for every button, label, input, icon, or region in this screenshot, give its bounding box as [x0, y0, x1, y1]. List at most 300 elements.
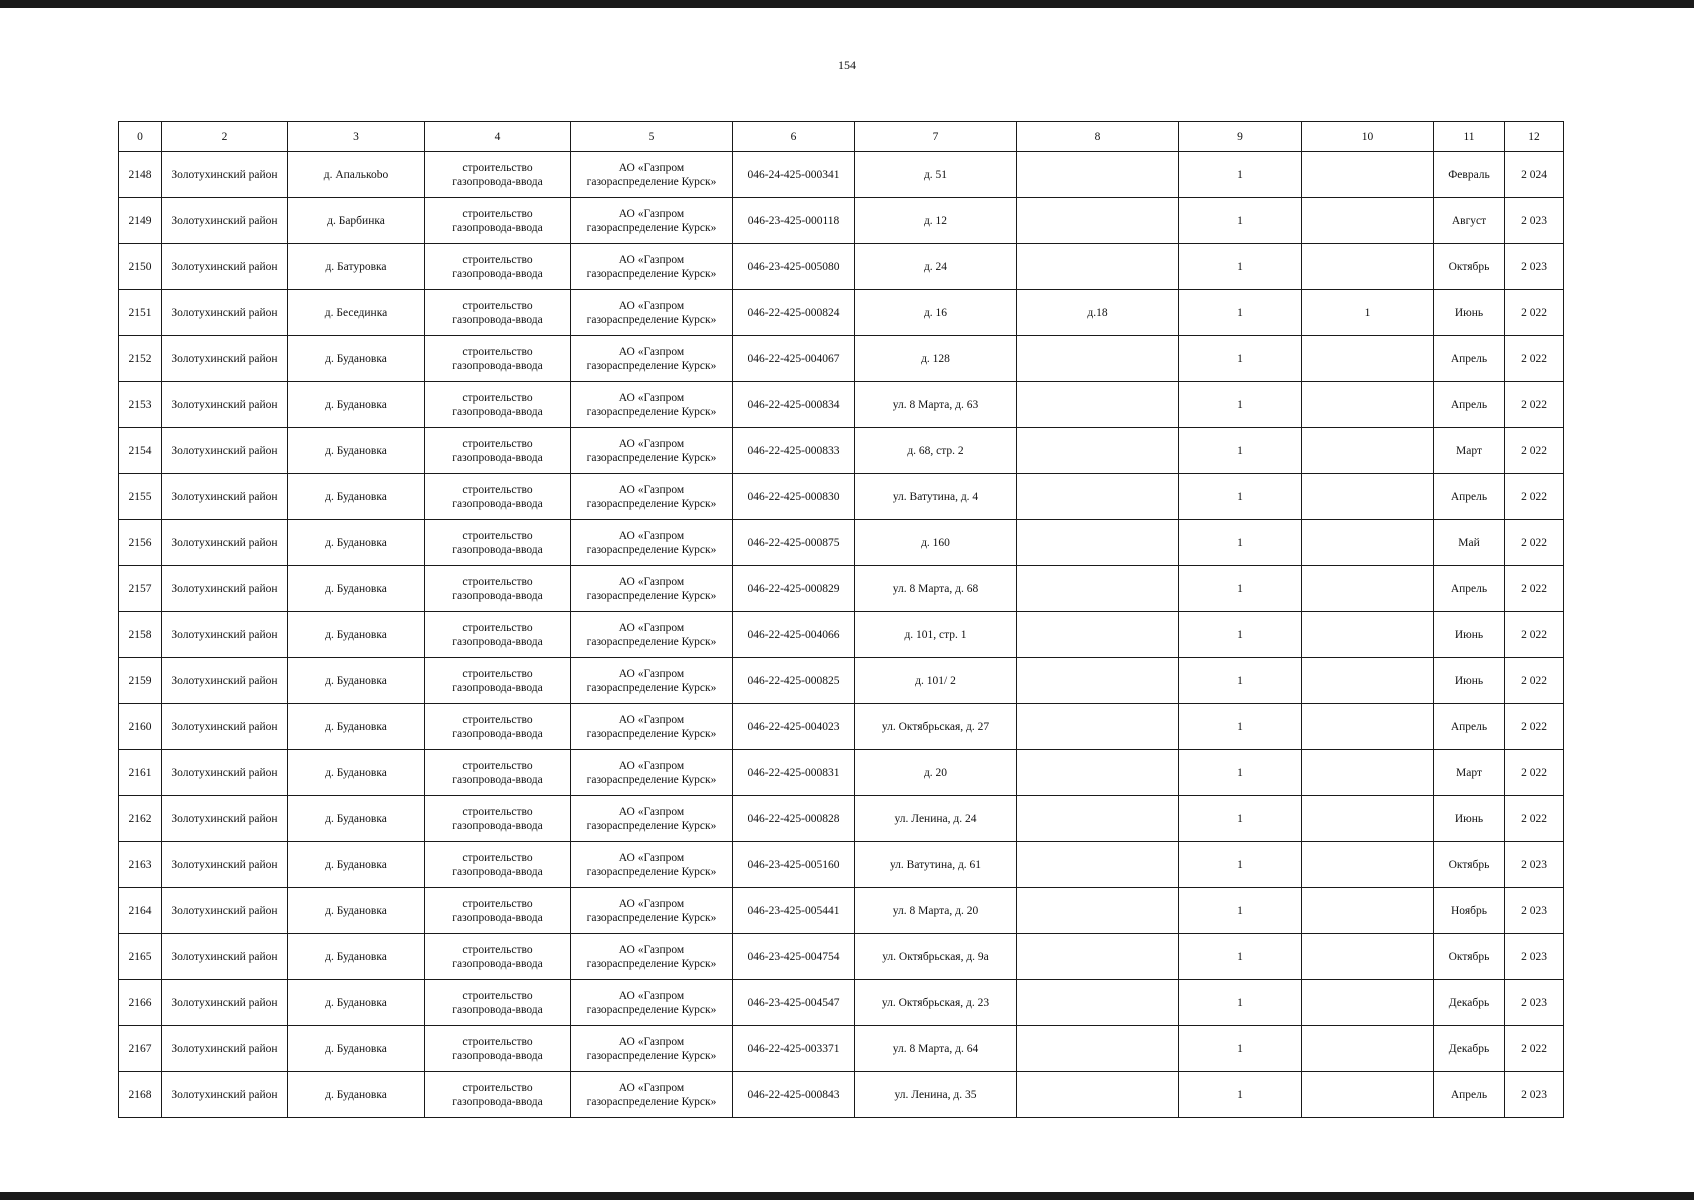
work-type-line-2: газопровода-ввода — [452, 773, 543, 786]
object-code-cell: 046-22-425-000829 — [733, 566, 855, 612]
organization-cell — [571, 842, 733, 888]
column-10-cell — [1302, 198, 1434, 244]
address-cell: д. 68, стр. 2 — [855, 428, 1017, 474]
header-cell: 3 — [288, 122, 425, 152]
header-cell: 0 — [119, 122, 162, 152]
row-number-cell: 2148 — [119, 152, 162, 198]
work-type-line-1: строительство — [462, 621, 533, 634]
column-9-cell: 1 — [1179, 198, 1302, 244]
work-type-line-2: газопровода-ввода — [452, 267, 543, 280]
column-10-cell — [1302, 1072, 1434, 1118]
work-type-line-1: строительство — [462, 483, 533, 496]
object-code-cell: 046-22-425-003371 — [733, 1026, 855, 1072]
month-cell: Апрель — [1434, 566, 1505, 612]
row-number-cell: 2162 — [119, 796, 162, 842]
column-8-cell: д.18 — [1017, 290, 1179, 336]
column-8-cell — [1017, 1026, 1179, 1072]
region-cell: Золотухинский район — [162, 474, 288, 520]
header-row — [119, 122, 1564, 152]
column-9-cell: 1 — [1179, 934, 1302, 980]
object-code-cell: 046-22-425-000833 — [733, 428, 855, 474]
column-9-cell: 1 — [1179, 428, 1302, 474]
year-cell: 2 023 — [1505, 198, 1564, 244]
organization-cell — [571, 152, 733, 198]
organization-line-1: АО «Газпром — [618, 253, 685, 266]
organization-cell — [571, 428, 733, 474]
organization-line-1: АО «Газпром — [618, 1035, 685, 1048]
organization-line-1: АО «Газпром — [618, 851, 685, 864]
organization-cell — [571, 658, 733, 704]
work-type-line-1: строительство — [462, 667, 533, 680]
column-10-cell — [1302, 244, 1434, 290]
organization-line-2: газораспределение Курск» — [586, 267, 717, 280]
row-number-cell: 2149 — [119, 198, 162, 244]
organization-line-1: АО «Газпром — [618, 621, 685, 634]
object-code-cell: 046-23-425-005160 — [733, 842, 855, 888]
month-cell: Август — [1434, 198, 1505, 244]
column-9-cell: 1 — [1179, 152, 1302, 198]
organization-cell — [571, 796, 733, 842]
year-cell: 2 023 — [1505, 842, 1564, 888]
organization-line-2: газораспределение Курск» — [586, 727, 717, 740]
work-type-line-2: газопровода-ввода — [452, 635, 543, 648]
work-type-line-2: газопровода-ввода — [452, 175, 543, 188]
organization-line-2: газораспределение Курск» — [586, 681, 717, 694]
work-type-line-1: строительство — [462, 529, 533, 542]
object-code-cell: 046-22-425-000824 — [733, 290, 855, 336]
work-type-line-1: строительство — [462, 759, 533, 772]
organization-line-1: АО «Газпром — [618, 437, 685, 450]
work-type-line-1: строительство — [462, 1035, 533, 1048]
work-type-cell — [425, 520, 571, 566]
month-cell: Март — [1434, 750, 1505, 796]
organization-cell — [571, 980, 733, 1026]
region-cell: Золотухинский район — [162, 152, 288, 198]
column-9-cell: 1 — [1179, 980, 1302, 1026]
year-cell: 2 022 — [1505, 658, 1564, 704]
work-type-line-2: газопровода-ввода — [452, 543, 543, 556]
column-8-cell — [1017, 658, 1179, 704]
work-type-line-2: газопровода-ввода — [452, 1049, 543, 1062]
column-10-cell — [1302, 382, 1434, 428]
object-code-cell: 046-23-425-005441 — [733, 888, 855, 934]
work-type-line-2: газопровода-ввода — [452, 497, 543, 510]
work-type-line-2: газопровода-ввода — [452, 589, 543, 602]
year-cell: 2 022 — [1505, 566, 1564, 612]
column-8-cell — [1017, 934, 1179, 980]
work-type-line-1: строительство — [462, 345, 533, 358]
region-cell: Золотухинский район — [162, 382, 288, 428]
address-cell: д. 128 — [855, 336, 1017, 382]
organization-cell — [571, 336, 733, 382]
table-row — [119, 428, 1564, 474]
row-number-cell: 2167 — [119, 1026, 162, 1072]
organization-line-2: газораспределение Курск» — [586, 1095, 717, 1108]
region-cell: Золотухинский район — [162, 244, 288, 290]
year-cell: 2 023 — [1505, 244, 1564, 290]
table-body — [119, 152, 1564, 1118]
region-cell: Золотухинский район — [162, 1072, 288, 1118]
column-8-cell — [1017, 428, 1179, 474]
organization-line-1: АО «Газпром — [618, 667, 685, 680]
row-number-cell: 2161 — [119, 750, 162, 796]
year-cell: 2 022 — [1505, 612, 1564, 658]
column-10-cell — [1302, 750, 1434, 796]
column-10-cell — [1302, 888, 1434, 934]
month-cell: Апрель — [1434, 382, 1505, 428]
header-cell: 8 — [1017, 122, 1179, 152]
header-cell: 10 — [1302, 122, 1434, 152]
address-cell: д. 160 — [855, 520, 1017, 566]
organization-line-2: газораспределение Курск» — [586, 773, 717, 786]
row-number-cell: 2154 — [119, 428, 162, 474]
region-cell: Золотухинский район — [162, 198, 288, 244]
column-8-cell — [1017, 566, 1179, 612]
organization-line-1: АО «Газпром — [618, 575, 685, 588]
header-cell: 7 — [855, 122, 1017, 152]
region-cell: Золотухинский район — [162, 704, 288, 750]
work-type-line-1: строительство — [462, 437, 533, 450]
month-cell: Апрель — [1434, 1072, 1505, 1118]
month-cell: Октябрь — [1434, 934, 1505, 980]
organization-line-2: газораспределение Курск» — [586, 497, 717, 510]
year-cell: 2 022 — [1505, 520, 1564, 566]
column-8-cell — [1017, 980, 1179, 1026]
column-9-cell: 1 — [1179, 520, 1302, 566]
table-row — [119, 1026, 1564, 1072]
address-cell: ул. Октябрьская, д. 23 — [855, 980, 1017, 1026]
organization-cell — [571, 290, 733, 336]
year-cell: 2 022 — [1505, 474, 1564, 520]
row-number-cell: 2155 — [119, 474, 162, 520]
year-cell: 2 022 — [1505, 796, 1564, 842]
work-type-cell — [425, 566, 571, 612]
region-cell: Золотухинский район — [162, 1026, 288, 1072]
work-type-cell — [425, 750, 571, 796]
organization-cell — [571, 888, 733, 934]
settlement-cell: д. Барбинка — [288, 198, 425, 244]
table-row — [119, 566, 1564, 612]
object-code-cell: 046-22-425-000875 — [733, 520, 855, 566]
address-cell: ул. Октябрьская, д. 27 — [855, 704, 1017, 750]
column-9-cell: 1 — [1179, 842, 1302, 888]
table-row — [119, 382, 1564, 428]
object-code-cell: 046-22-425-000825 — [733, 658, 855, 704]
column-10-cell — [1302, 566, 1434, 612]
column-8-cell — [1017, 888, 1179, 934]
row-number-cell: 2153 — [119, 382, 162, 428]
settlement-cell: д. Будановка — [288, 1072, 425, 1118]
organization-line-1: АО «Газпром — [618, 483, 685, 496]
object-code-cell: 046-23-425-005080 — [733, 244, 855, 290]
column-8-cell — [1017, 198, 1179, 244]
organization-cell — [571, 520, 733, 566]
work-type-line-1: строительство — [462, 575, 533, 588]
work-type-line-2: газопровода-ввода — [452, 911, 543, 924]
address-cell: д. 16 — [855, 290, 1017, 336]
column-8-cell — [1017, 1072, 1179, 1118]
organization-line-1: АО «Газпром — [618, 161, 685, 174]
month-cell: Декабрь — [1434, 1026, 1505, 1072]
work-type-cell — [425, 428, 571, 474]
address-cell: ул. 8 Марта, д. 63 — [855, 382, 1017, 428]
region-cell: Золотухинский район — [162, 796, 288, 842]
column-9-cell: 1 — [1179, 1072, 1302, 1118]
work-type-line-1: строительство — [462, 897, 533, 910]
organization-line-2: газораспределение Курск» — [586, 911, 717, 924]
month-cell: Февраль — [1434, 152, 1505, 198]
work-type-cell — [425, 474, 571, 520]
column-10-cell — [1302, 1026, 1434, 1072]
object-code-cell: 046-23-425-004754 — [733, 934, 855, 980]
column-10-cell — [1302, 704, 1434, 750]
year-cell: 2 024 — [1505, 152, 1564, 198]
object-code-cell: 046-22-425-000830 — [733, 474, 855, 520]
work-type-cell — [425, 198, 571, 244]
column-10-cell — [1302, 980, 1434, 1026]
column-9-cell: 1 — [1179, 658, 1302, 704]
work-type-cell — [425, 704, 571, 750]
table-row — [119, 704, 1564, 750]
work-type-cell — [425, 1026, 571, 1072]
work-type-line-1: строительство — [462, 1081, 533, 1094]
work-type-line-1: строительство — [462, 851, 533, 864]
organization-line-1: АО «Газпром — [618, 943, 685, 956]
year-cell: 2 023 — [1505, 980, 1564, 1026]
table-row — [119, 612, 1564, 658]
column-8-cell — [1017, 842, 1179, 888]
table-row — [119, 796, 1564, 842]
work-type-cell — [425, 382, 571, 428]
settlement-cell: д. Будановка — [288, 934, 425, 980]
work-type-line-2: газопровода-ввода — [452, 681, 543, 694]
header-cell: 4 — [425, 122, 571, 152]
region-cell: Золотухинский район — [162, 658, 288, 704]
settlement-cell: д. Будановка — [288, 474, 425, 520]
work-type-line-1: строительство — [462, 943, 533, 956]
settlement-cell: д. Будановка — [288, 382, 425, 428]
organization-cell — [571, 1026, 733, 1072]
column-8-cell — [1017, 796, 1179, 842]
organization-cell — [571, 612, 733, 658]
table-row — [119, 658, 1564, 704]
year-cell: 2 023 — [1505, 1072, 1564, 1118]
column-8-cell — [1017, 244, 1179, 290]
organization-cell — [571, 750, 733, 796]
table-row — [119, 1072, 1564, 1118]
address-cell: ул. 8 Марта, д. 20 — [855, 888, 1017, 934]
month-cell: Май — [1434, 520, 1505, 566]
table-row — [119, 980, 1564, 1026]
header-cell: 11 — [1434, 122, 1505, 152]
address-cell: ул. Ленина, д. 24 — [855, 796, 1017, 842]
settlement-cell: д. Апалькоbo — [288, 152, 425, 198]
settlement-cell: д. Будановка — [288, 796, 425, 842]
year-cell: 2 022 — [1505, 290, 1564, 336]
organization-cell — [571, 934, 733, 980]
region-cell: Золотухинский район — [162, 750, 288, 796]
object-code-cell: 046-23-425-004547 — [733, 980, 855, 1026]
work-type-cell — [425, 290, 571, 336]
column-9-cell: 1 — [1179, 888, 1302, 934]
address-cell: д. 20 — [855, 750, 1017, 796]
settlement-cell: д. Будановка — [288, 520, 425, 566]
organization-cell — [571, 382, 733, 428]
object-code-cell: 046-22-425-004023 — [733, 704, 855, 750]
month-cell: Декабрь — [1434, 980, 1505, 1026]
organization-line-1: АО «Газпром — [618, 805, 685, 818]
region-cell: Золотухинский район — [162, 566, 288, 612]
region-cell: Золотухинский район — [162, 980, 288, 1026]
work-type-line-2: газопровода-ввода — [452, 727, 543, 740]
month-cell: Октябрь — [1434, 244, 1505, 290]
work-type-line-1: строительство — [462, 713, 533, 726]
object-code-cell: 046-24-425-000341 — [733, 152, 855, 198]
registry-table — [118, 121, 1564, 1118]
column-8-cell — [1017, 612, 1179, 658]
organization-line-1: АО «Газпром — [618, 345, 685, 358]
column-10-cell — [1302, 520, 1434, 566]
month-cell: Апрель — [1434, 474, 1505, 520]
work-type-line-2: газопровода-ввода — [452, 1095, 543, 1108]
organization-line-2: газораспределение Курск» — [586, 1003, 717, 1016]
column-10-cell — [1302, 658, 1434, 704]
column-8-cell — [1017, 382, 1179, 428]
work-type-line-2: газопровода-ввода — [452, 359, 543, 372]
organization-line-1: АО «Газпром — [618, 713, 685, 726]
header-cell: 5 — [571, 122, 733, 152]
organization-line-1: АО «Газпром — [618, 391, 685, 404]
work-type-line-2: газопровода-ввода — [452, 865, 543, 878]
organization-line-2: газораспределение Курск» — [586, 175, 717, 188]
header-cell: 9 — [1179, 122, 1302, 152]
table-row — [119, 152, 1564, 198]
region-cell: Золотухинский район — [162, 612, 288, 658]
object-code-cell: 046-23-425-000118 — [733, 198, 855, 244]
settlement-cell: д. Будановка — [288, 1026, 425, 1072]
work-type-line-1: строительство — [462, 161, 533, 174]
work-type-cell — [425, 1072, 571, 1118]
table-row — [119, 198, 1564, 244]
work-type-line-1: строительство — [462, 253, 533, 266]
column-10-cell — [1302, 474, 1434, 520]
organization-line-1: АО «Газпром — [618, 299, 685, 312]
organization-line-1: АО «Газпром — [618, 207, 685, 220]
table-row — [119, 934, 1564, 980]
organization-line-2: газораспределение Курск» — [586, 865, 717, 878]
object-code-cell: 046-22-425-004066 — [733, 612, 855, 658]
object-code-cell: 046-22-425-004067 — [733, 336, 855, 382]
region-cell: Золотухинский район — [162, 842, 288, 888]
organization-cell — [571, 704, 733, 750]
address-cell: ул. Ватутина, д. 4 — [855, 474, 1017, 520]
row-number-cell: 2158 — [119, 612, 162, 658]
row-number-cell: 2163 — [119, 842, 162, 888]
column-10-cell — [1302, 152, 1434, 198]
address-cell: ул. 8 Марта, д. 64 — [855, 1026, 1017, 1072]
settlement-cell: д. Будановка — [288, 704, 425, 750]
month-cell: Июнь — [1434, 796, 1505, 842]
year-cell: 2 022 — [1505, 1026, 1564, 1072]
settlement-cell: д. Будановка — [288, 428, 425, 474]
address-cell: д. 24 — [855, 244, 1017, 290]
work-type-cell — [425, 612, 571, 658]
work-type-line-2: газопровода-ввода — [452, 1003, 543, 1016]
region-cell: Золотухинский район — [162, 428, 288, 474]
row-number-cell: 2151 — [119, 290, 162, 336]
column-9-cell: 1 — [1179, 612, 1302, 658]
year-cell: 2 022 — [1505, 336, 1564, 382]
year-cell: 2 022 — [1505, 704, 1564, 750]
organization-line-2: газораспределение Курск» — [586, 359, 717, 372]
row-number-cell: 2166 — [119, 980, 162, 1026]
table-row — [119, 842, 1564, 888]
column-9-cell: 1 — [1179, 474, 1302, 520]
work-type-line-2: газопровода-ввода — [452, 451, 543, 464]
column-10-cell — [1302, 612, 1434, 658]
work-type-cell — [425, 980, 571, 1026]
column-9-cell: 1 — [1179, 382, 1302, 428]
column-9-cell: 1 — [1179, 336, 1302, 382]
organization-line-2: газораспределение Курск» — [586, 589, 717, 602]
column-8-cell — [1017, 474, 1179, 520]
settlement-cell: д. Будановка — [288, 658, 425, 704]
month-cell: Июнь — [1434, 658, 1505, 704]
column-10-cell — [1302, 842, 1434, 888]
header-cell: 2 — [162, 122, 288, 152]
table-header — [119, 122, 1564, 152]
organization-line-1: АО «Газпром — [618, 989, 685, 1002]
organization-cell — [571, 474, 733, 520]
column-10-cell: 1 — [1302, 290, 1434, 336]
scan-edge-top — [0, 0, 1694, 8]
address-cell: д. 51 — [855, 152, 1017, 198]
month-cell: Ноябрь — [1434, 888, 1505, 934]
object-code-cell: 046-22-425-000834 — [733, 382, 855, 428]
work-type-cell — [425, 152, 571, 198]
settlement-cell: д. Будановка — [288, 842, 425, 888]
column-10-cell — [1302, 934, 1434, 980]
table-row — [119, 474, 1564, 520]
row-number-cell: 2156 — [119, 520, 162, 566]
work-type-cell — [425, 842, 571, 888]
address-cell: д. 101, стр. 1 — [855, 612, 1017, 658]
settlement-cell: д. Будановка — [288, 612, 425, 658]
column-8-cell — [1017, 750, 1179, 796]
organization-line-2: газораспределение Курск» — [586, 313, 717, 326]
work-type-cell — [425, 336, 571, 382]
header-cell: 12 — [1505, 122, 1564, 152]
column-8-cell — [1017, 152, 1179, 198]
organization-cell — [571, 198, 733, 244]
table-row — [119, 290, 1564, 336]
row-number-cell: 2157 — [119, 566, 162, 612]
address-cell: д. 101/ 2 — [855, 658, 1017, 704]
work-type-cell — [425, 888, 571, 934]
month-cell: Апрель — [1434, 336, 1505, 382]
column-8-cell — [1017, 704, 1179, 750]
table-row — [119, 520, 1564, 566]
work-type-line-1: строительство — [462, 391, 533, 404]
region-cell: Золотухинский район — [162, 934, 288, 980]
year-cell: 2 022 — [1505, 750, 1564, 796]
settlement-cell: д. Будановка — [288, 888, 425, 934]
organization-line-2: газораспределение Курск» — [586, 819, 717, 832]
address-cell: ул. Ватутина, д. 61 — [855, 842, 1017, 888]
year-cell: 2 023 — [1505, 934, 1564, 980]
work-type-cell — [425, 658, 571, 704]
organization-line-2: газораспределение Курск» — [586, 635, 717, 648]
